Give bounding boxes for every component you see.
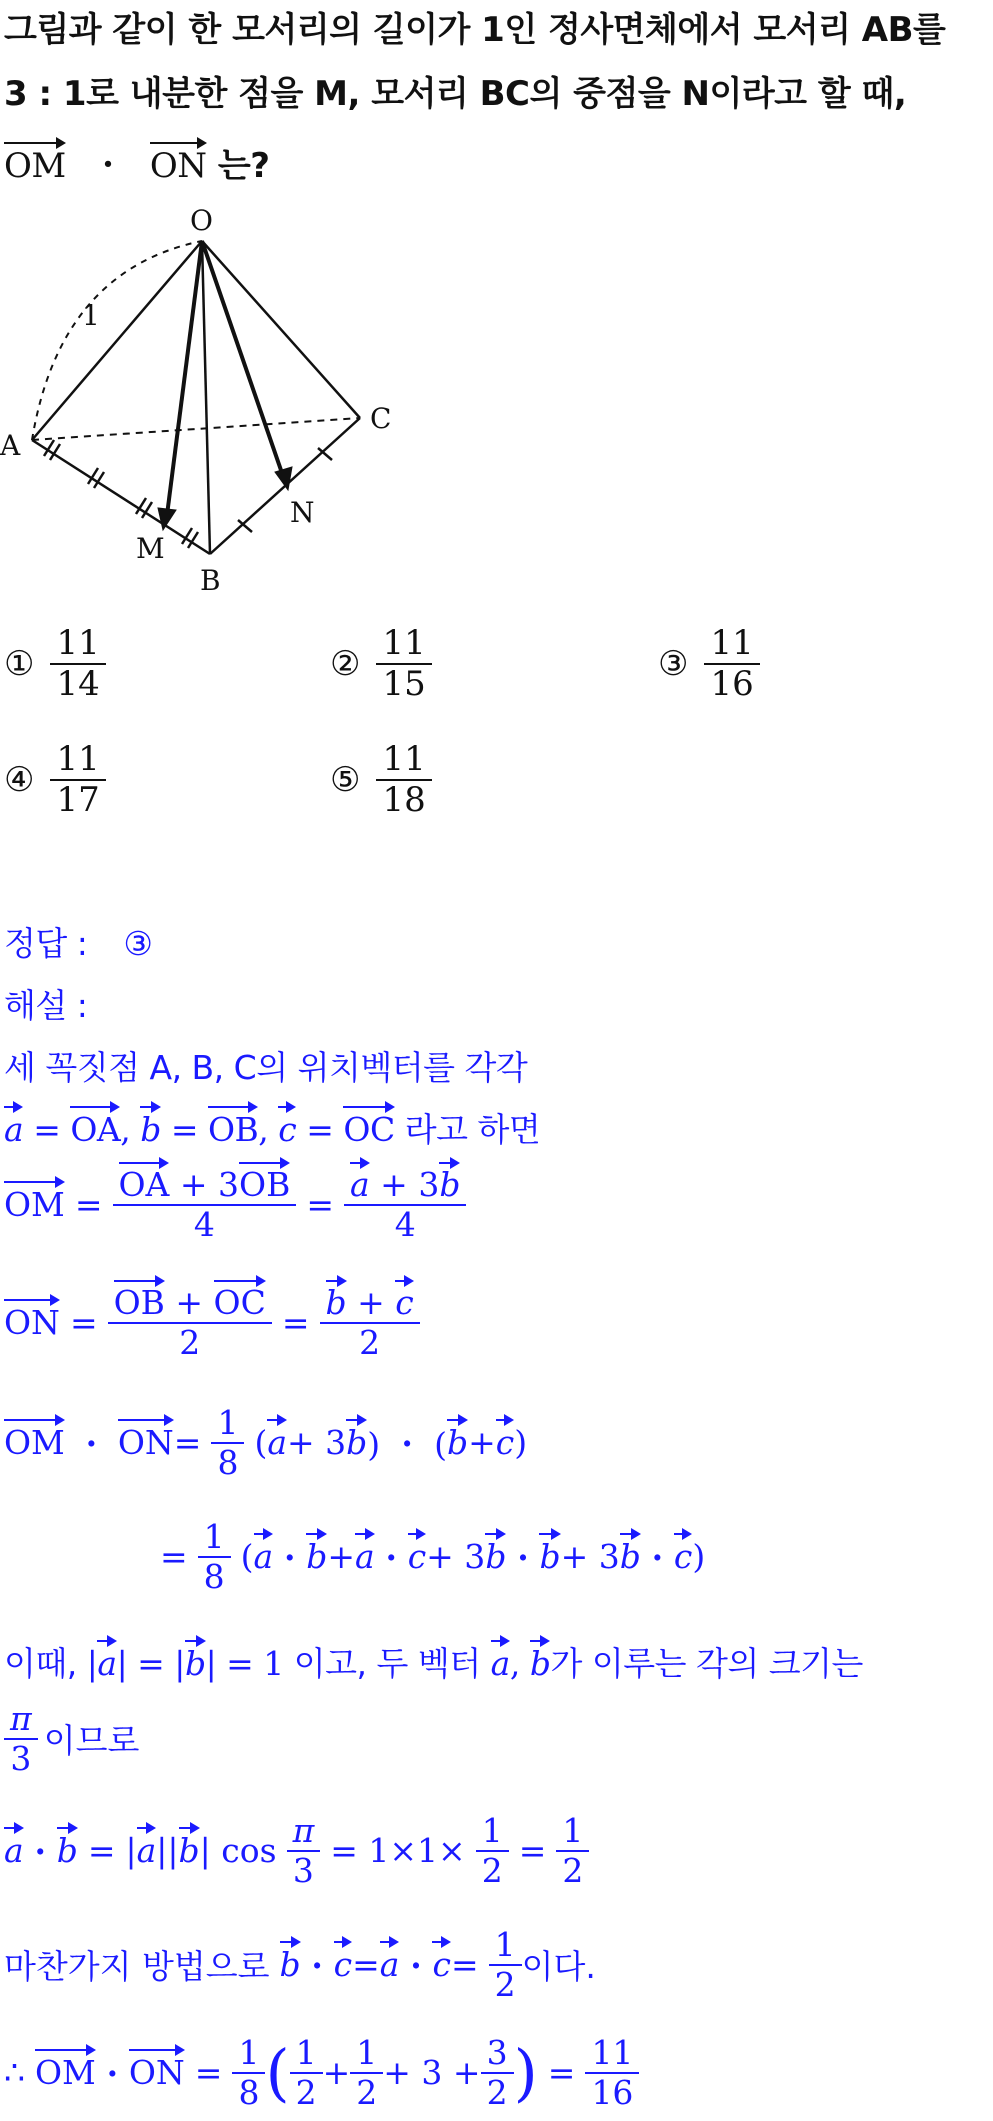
choice-numerator: 11: [704, 624, 759, 665]
choice-denominator: 17: [56, 780, 100, 821]
then-end: 가 이루는 각의 크기는: [550, 1644, 863, 1683]
choice-denominator: 15: [382, 664, 426, 705]
edge-ob: [202, 241, 210, 554]
choice-numerator: 11: [376, 624, 431, 665]
tetrahedron-figure: [0, 200, 460, 610]
label-o: O: [190, 204, 213, 237]
answer-value: ③: [123, 924, 153, 963]
imro-text: 이므로: [43, 1721, 140, 1761]
magnitude-line: 이때, |a| = |b| = 1 이고, 두 벡터 a, b가 이루는 각의 크기는: [4, 1644, 863, 1683]
label-edge-1: 1: [82, 299, 100, 332]
choice-numerator: 11: [376, 740, 431, 781]
label-n: N: [290, 496, 315, 529]
equation-on: ON = $\frac{OB + OC}{2}$ = $\frac{b + c}{2}$: [4, 1284, 420, 1362]
ida-text: 이다.: [521, 1947, 596, 1987]
vector-arrow-om: [167, 241, 202, 515]
equation-ab-dot: a ・ b = | a || b | cos $\frac{\pi}{3}$ = 1×1× $\frac{1}{2}$ = $\frac{1}{2}$: [4, 1812, 589, 1890]
question-line-2: 3 : 1로 내분한 점을 M, 모서리 BC의 중점을 N이라고 할 때,: [4, 74, 907, 114]
edge-oc: [202, 241, 360, 418]
label-m: M: [136, 532, 165, 565]
choice-2[interactable]: [330, 624, 432, 704]
choice-3[interactable]: [658, 624, 760, 704]
vector-om: OM: [4, 146, 66, 186]
edge-ab: [32, 440, 210, 554]
choice-mark: ②: [330, 644, 361, 685]
choice-mark: ④: [4, 760, 35, 801]
edge-oa: [32, 241, 202, 440]
solution-step-1: 세 꼭짓점 A, B, C의 위치벡터를 각각: [4, 1048, 528, 1087]
step-2-suffix: 라고 하면: [404, 1110, 541, 1149]
choice-mark: ③: [658, 644, 689, 685]
therefore-symbol: ∴: [4, 2053, 25, 2093]
similar-text: 마찬가지 방법으로: [4, 1947, 270, 1987]
equation-om: OM = $\frac{OA + 3OB}{4}$ = $\frac{a + 3b}{4}$: [4, 1166, 466, 1244]
choice-1[interactable]: [4, 624, 106, 704]
equation-final: ∴ OM ・ ON = $\frac{1}{8}$ ( $\frac{1}{2}$ + $\frac{1}{2}$ + 3 + $\frac{3}{2}$ ) = $\frac{11}{16}$: [4, 2034, 639, 2112]
question-line-3: [4, 138, 269, 187]
choice-denominator: 18: [382, 780, 426, 821]
edge-ac-hidden: [32, 418, 360, 440]
choice-denominator: 16: [710, 664, 754, 705]
label-a: A: [0, 429, 21, 462]
vector-on: ON: [149, 146, 207, 186]
explanation-label: 해설 :: [4, 986, 88, 1025]
label-c: C: [370, 402, 392, 435]
equation-dot-product-2: = $\frac{1}{8}$ ( a ・ b + a ・ c + 3 b ・ b + 3 b ・ c ): [160, 1517, 706, 1596]
choice-denominator: 14: [56, 664, 100, 705]
equation-similar: 마찬가지 방법으로 b ・ c = a ・ c = $\frac{1}{2}$ 이다.: [4, 1925, 596, 2004]
choice-numerator: 11: [50, 624, 105, 665]
solution-step-2: a = OA, b = OB, c = OC 라고 하면: [4, 1110, 541, 1149]
angle-line: $\frac{\pi}{3}$ 이므로: [4, 1700, 139, 1778]
dot-operator: ・: [91, 146, 125, 186]
vector-arrow-on: [202, 241, 283, 476]
answer-line: [4, 918, 152, 965]
label-b: B: [200, 564, 221, 597]
answer-label: 정답 :: [4, 924, 88, 963]
then-mid: 이고, 두 벡터: [293, 1644, 481, 1683]
choice-mark: ⑤: [330, 760, 361, 801]
question-line-1: 그림과 같이 한 모서리의 길이가 1인 정사면체에서 모서리 AB를: [4, 10, 946, 50]
choice-numerator: 11: [50, 740, 105, 781]
choice-mark: ①: [4, 644, 35, 685]
equation-dot-product-1: OM ・ ON = $\frac{1}{8}$ ( a + 3 b ) ・ ( b + c ): [4, 1403, 528, 1482]
choice-4[interactable]: [4, 740, 106, 820]
question-ending: 는?: [217, 146, 270, 186]
choice-5[interactable]: [330, 740, 432, 820]
then-label: 이때,: [4, 1644, 77, 1683]
